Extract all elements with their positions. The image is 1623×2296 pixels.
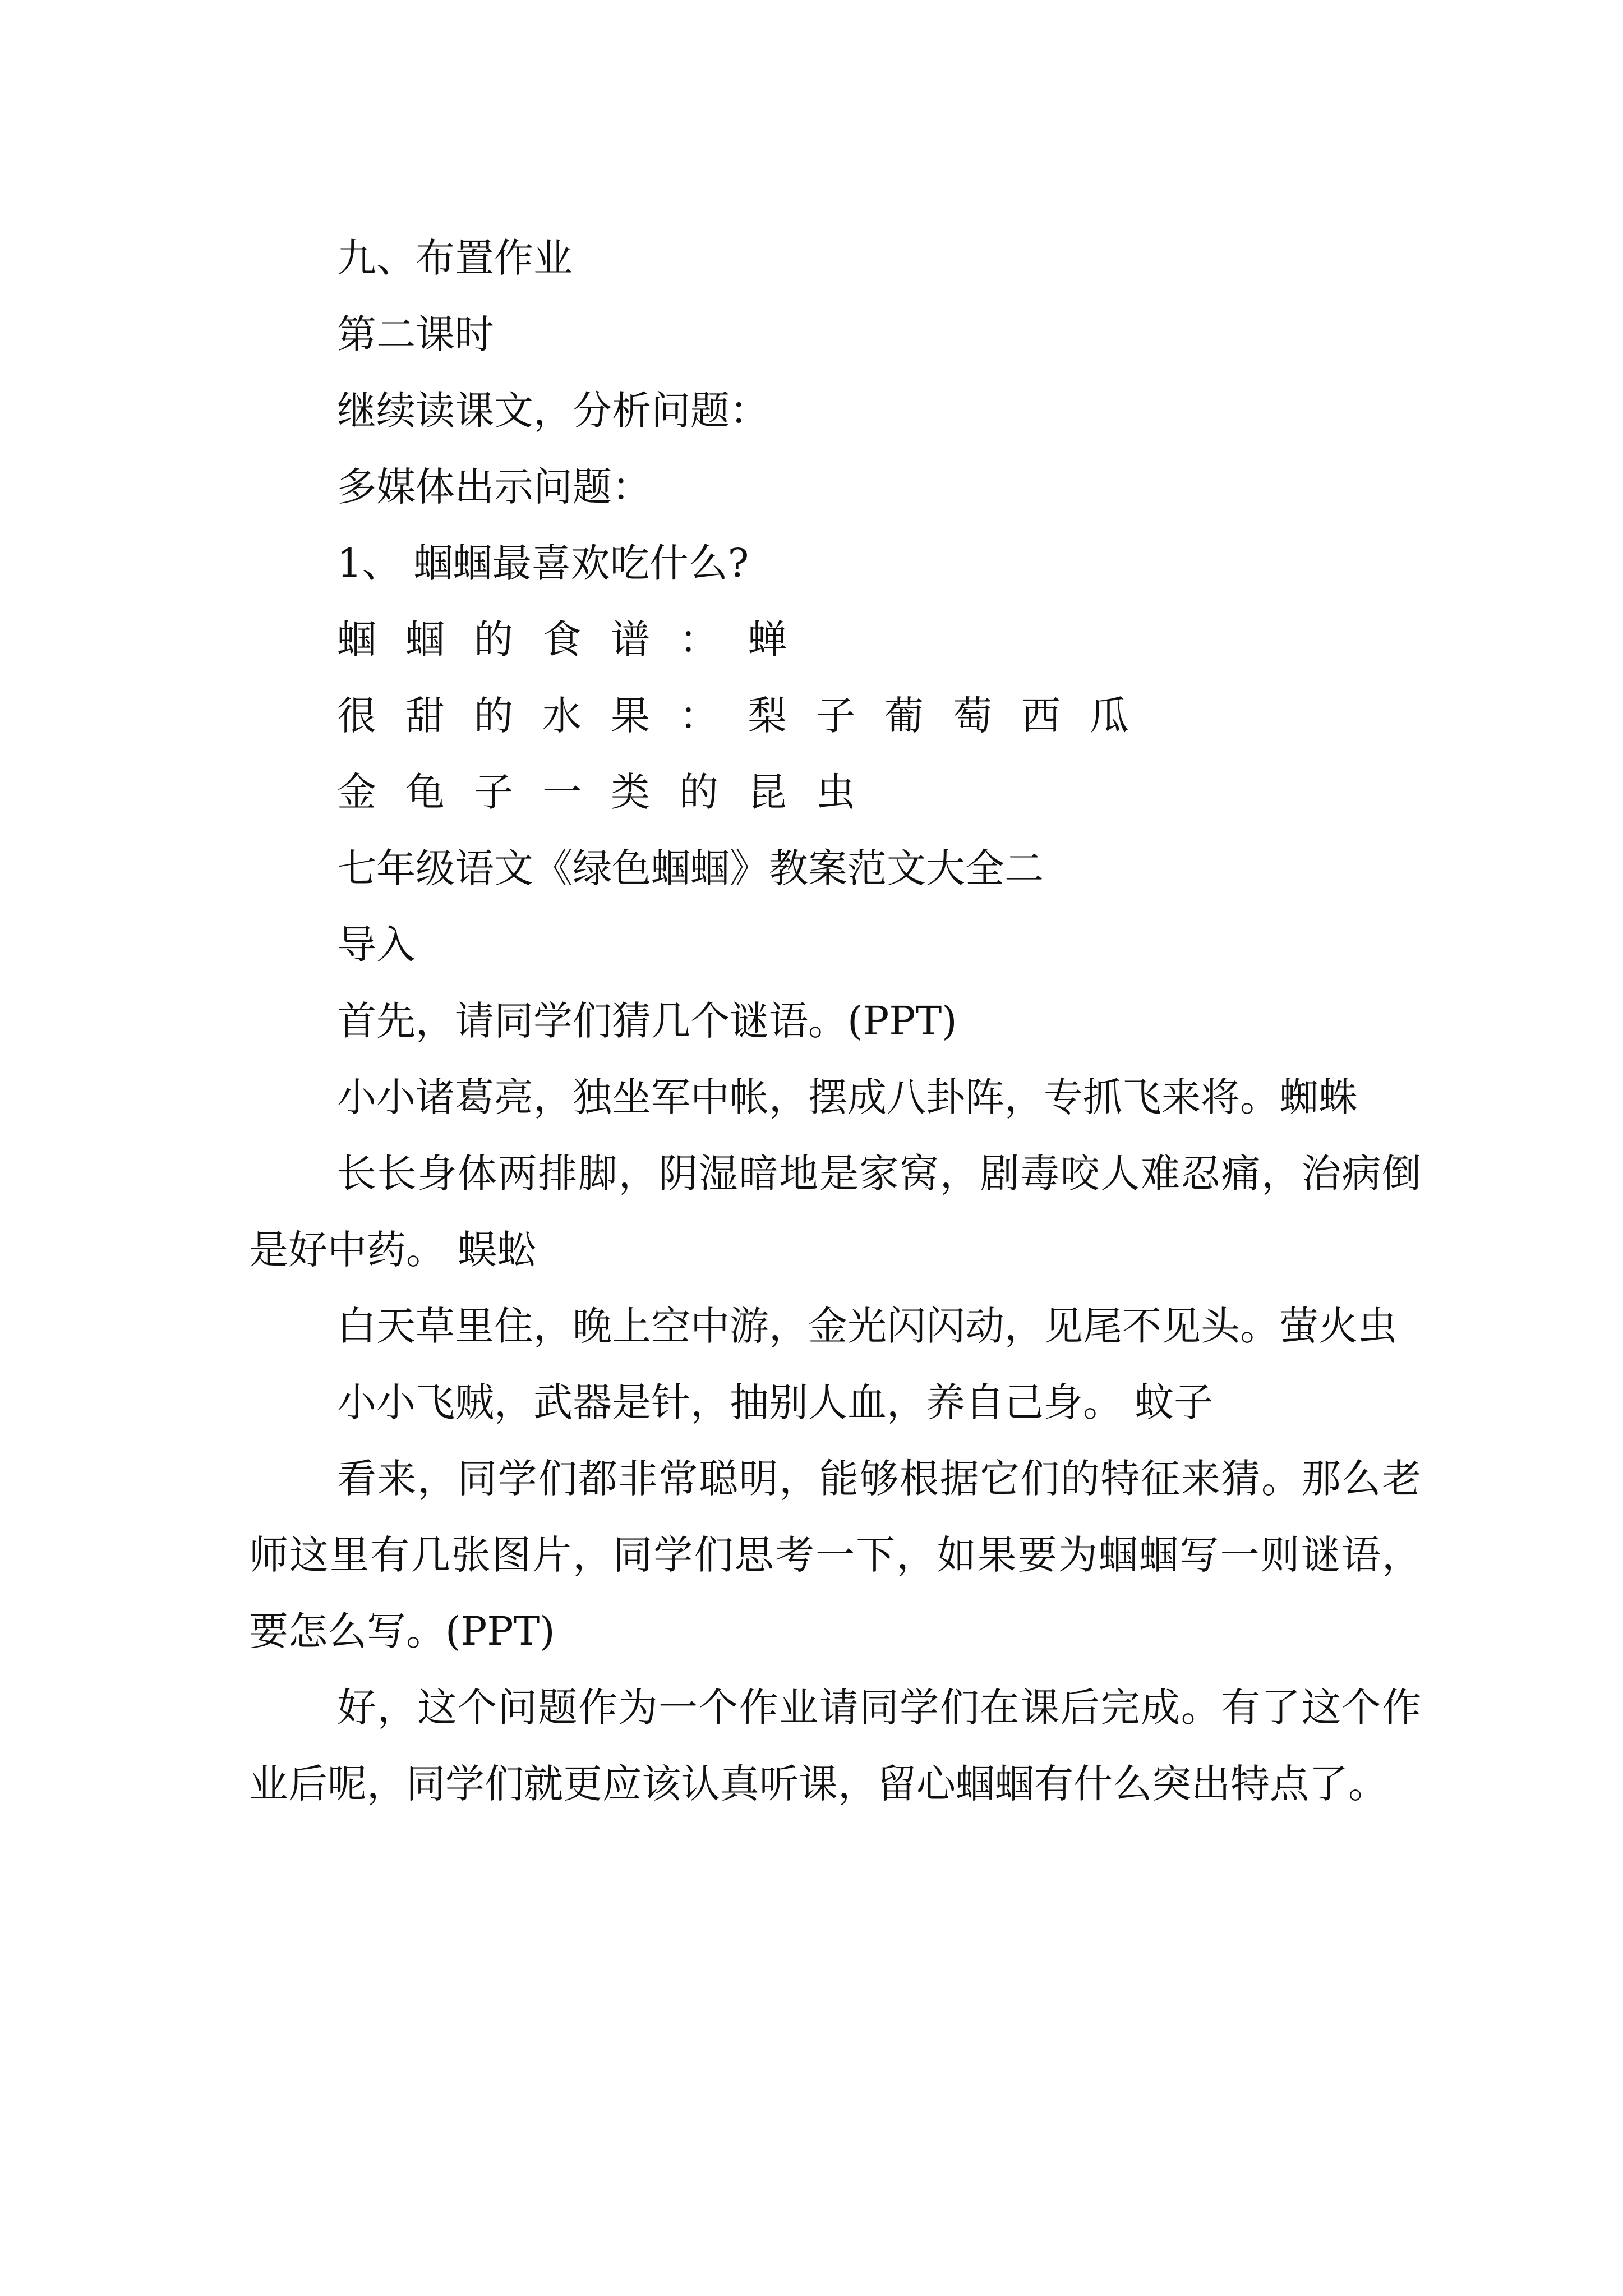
body-paragraph: 看来，同学们都非常聪明，能够根据它们的特征来猜。那么老师这里有几张图片，同学们思考一下，如果要为蝈蝈写一则谜语，要怎么写。(PPT) xyxy=(249,1456,1421,1654)
riddle-paragraph: 白天草里住，晚上空中游，金光闪闪动，见尾不见头。萤火虫 xyxy=(337,1303,1397,1349)
recipe-line: 蝈蝈的食谱：蝉 xyxy=(337,616,816,662)
section-heading-assign-homework: 九、布置作业 xyxy=(337,235,573,281)
subsection-heading-intro: 导入 xyxy=(337,922,416,968)
riddle-paragraph: 小小飞贼，武器是针，抽别人血，养自己身。 蚊子 xyxy=(337,1379,1214,1425)
section-title: 七年级语文《绿色蝈蝈》教案范文大全二 xyxy=(337,845,1044,891)
riddle-paragraph: 小小诸葛亮，独坐军中帐，摆成八卦阵，专抓飞来将。蜘蛛 xyxy=(337,1074,1358,1120)
question-item: 1、 蝈蝈最喜欢吃什么? xyxy=(337,540,749,586)
recipe-line: 金龟子一类的昆虫 xyxy=(337,769,884,815)
text-line: 首先，请同学们猜几个谜语。(PPT) xyxy=(337,998,957,1044)
text-line: 继续读课文，分析问题： xyxy=(337,388,769,434)
text-line: 多媒体出示问题： xyxy=(337,464,651,510)
riddle-paragraph: 长长身体两排脚，阴湿暗地是家窝，剧毒咬人难忍痛，治病倒是好中药。 蜈蚣 xyxy=(249,1151,1421,1273)
lesson-heading-second-period: 第二课时 xyxy=(337,311,494,357)
body-paragraph: 好，这个问题作为一个作业请同学们在课后完成。有了这个作业后呢，同学们就更应该认真听课，留心蝈蝈有什么突出特点了。 xyxy=(249,1685,1421,1807)
recipe-line: 很甜的水果：梨子葡萄西瓜 xyxy=(337,693,1158,739)
document-body xyxy=(249,220,1421,1822)
